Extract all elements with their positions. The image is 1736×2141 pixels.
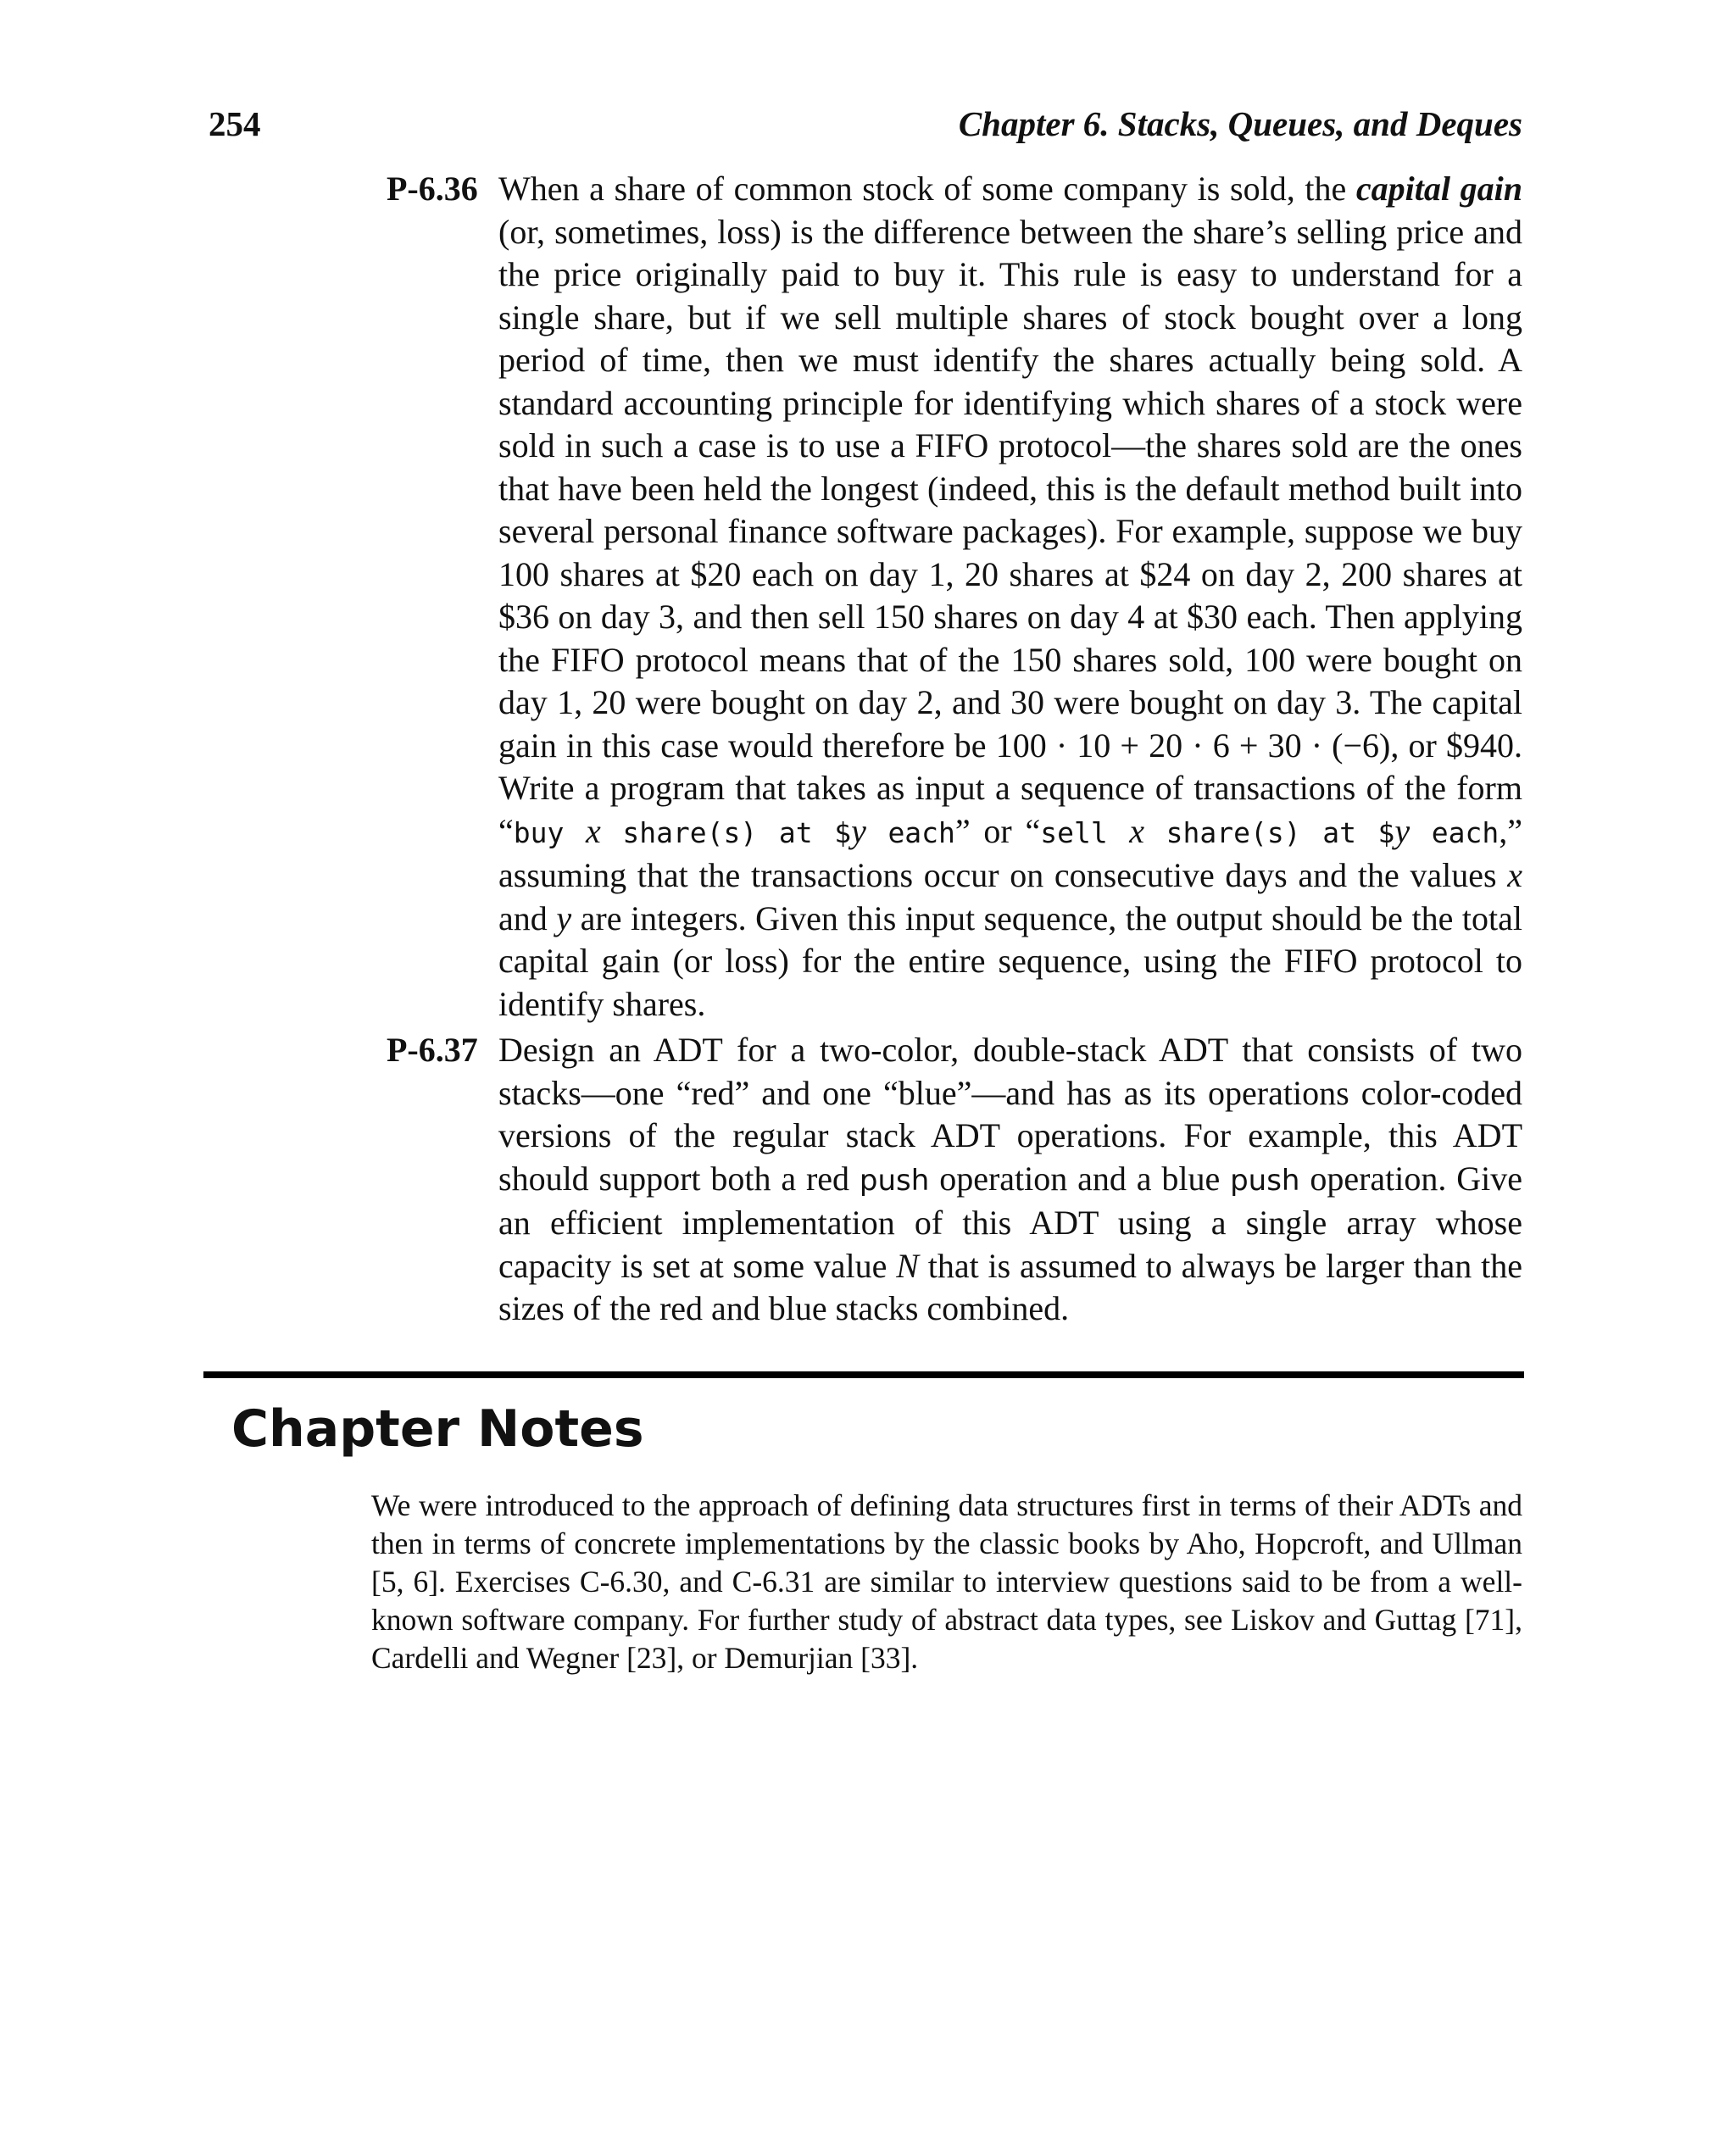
code-text: sell (1040, 815, 1130, 849)
math-variable: y (851, 811, 866, 850)
problem-id: P-6.36 (387, 170, 478, 208)
math-variable: x (585, 811, 601, 850)
problem-text-run: are integers. Given this input sequence, the output should be the total capital gain (or loss) for the entire sequence, using the FIFO protocol to identify shares. (498, 898, 1522, 1023)
math-variable: y (556, 898, 572, 937)
code-text: push (859, 1163, 930, 1198)
problem-text-run: operation and a blue (929, 1159, 1231, 1198)
code-text: buy (513, 815, 586, 849)
problem-text-run: , or $940. Write a program that takes as input a sequence of transactions of the form “ (498, 726, 1522, 850)
problem-p-6-37 (387, 1029, 1522, 1331)
problem-text-run: operation. Give an efficient implementation of this ADT using a single array whose capacity is set at some value (498, 1159, 1522, 1285)
math-variable: x (1507, 856, 1522, 894)
math-formula: 100 · 10 + 20 · 6 + 30 · (−6) (995, 726, 1391, 765)
problem-text-run: ” or “ (954, 811, 1041, 850)
problem-text-run: that is assumed to always be larger than the sizes of the red and blue stacks combined. (498, 1246, 1522, 1327)
math-variable: N (896, 1246, 919, 1285)
code-text: share(s) at $ (1144, 815, 1395, 849)
problem-id: P-6.37 (387, 1031, 478, 1069)
page-number: 254 (209, 104, 261, 143)
math-variable: x (1129, 811, 1145, 850)
code-text: push (1230, 1163, 1300, 1198)
problem-text (498, 168, 1522, 1026)
code-text: share(s) at $ (600, 815, 852, 849)
problem-text-run: When a share of common stock of some company is sold, the (498, 170, 1356, 208)
problem-text-run: Design an ADT for a two-color, double-stack ADT that consists of two stacks—one “red” and one “blue”—and has as its operations color-coded versions of the regular stack ADT operations. For example, this ADT should support both a red (498, 1031, 1522, 1198)
problem-p-6-36 (387, 168, 1522, 1026)
problem-text-run: (or, sometimes, loss) is the difference between the share’s selling price and the price originally paid to buy it. This rule is easy to understand for a single share, but if we sell multiple shares of stock bought over a long period of time, then we must identify the shares actually being sold. A standard accounting principle for identifying which shares of a stock were sold in such a case is to use a FIFO protocol—the shares sold are the ones that have been held the longest (indeed, this is the default method built into several personal finance software packages). For example, suppose we buy 100 shares at $20 each on day 1, 20 shares at $24 on day 2, 200 shares at $36 on day 3, and then sell 150 shares on day 4 at $30 each. Then applying the FIFO protocol means that of the 150 shares sold, 100 were bought on day 1, 20 were bought on day 2, and 30 were bought on day 3. The capital gain in this case would therefore be (498, 212, 1522, 765)
code-text: each (1410, 815, 1500, 849)
math-variable: y (1394, 811, 1410, 850)
code-text: each (865, 815, 955, 849)
problem-text-run: ,” assuming that the transactions occur on consecutive days and the values (498, 811, 1523, 894)
emphasized-term: capital gain (1355, 170, 1523, 208)
chapter-notes-paragraph: We were introduced to the approach of defining data structures first in terms of their ADTs and then in terms of concrete implementations by the classic books by Aho, Hopcroft, and Ullman [5, 6]. Exercises C-6.30, and C-6.31 are similar to interview questions said to be from a well-known software company. For further study of abstract data types, see Liskov and Guttag [71], Cardelli and Wegner [23], or Demurjian [33]. (371, 1488, 1522, 1675)
section-heading: Chapter Notes (231, 1399, 644, 1459)
problem-text (498, 1029, 1522, 1331)
section-divider (203, 1371, 1524, 1378)
problem-text-run: and (498, 898, 557, 937)
running-head: Chapter 6. Stacks, Queues, and Deques (958, 104, 1522, 143)
